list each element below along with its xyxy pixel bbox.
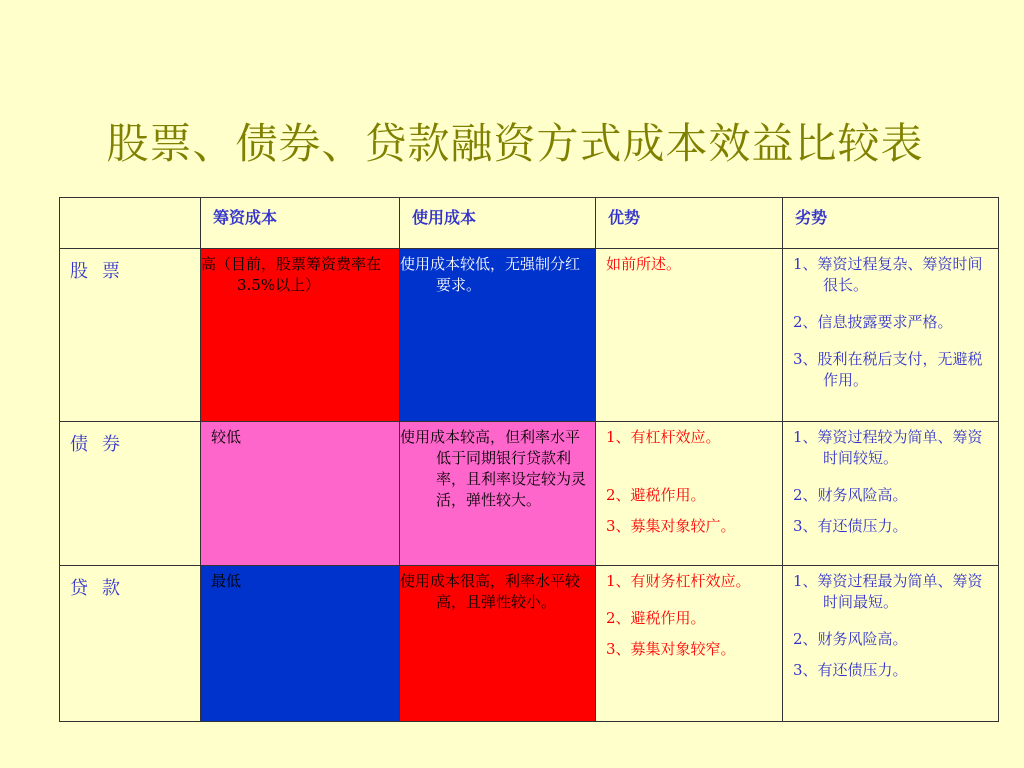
usage-cost-text: 使用成本很高，利率水平较高，且弹性较小。 [400,572,581,611]
disadvantage-item: 3、股利在税后支付，无避税作用。 [793,350,983,389]
financing-cost-text: 高（目前，股票筹资费率在3.5%以上） [201,255,382,294]
disadvantages-cell [783,566,999,722]
financing-cost-text: 较低 [211,428,242,446]
disadvantage-item: 1、筹资过程最为简单、筹资时间最短。 [793,572,983,611]
disadvantage-item: 3、有还债压力。 [793,661,908,679]
advantage-item: 2、避税作用。 [606,609,706,627]
disadvantage-item: 2、信息披露要求严格。 [793,313,953,331]
page-title: 股票、债券、贷款融资方式成本效益比较表 [106,119,924,168]
disadvantages-cell [783,422,999,566]
header-cell [201,198,400,249]
header-cell [783,198,999,249]
advantage-item: 1、有财务杠杆效应。 [606,572,751,590]
usage-cost-cell [400,249,596,422]
disadvantage-item: 3、有还债压力。 [793,517,908,535]
financing-cost-cell [201,422,400,566]
advantage-item: 3、募集对象较窄。 [606,640,736,658]
advantages-cell [596,422,783,566]
advantage-item: 如前所述。 [606,255,682,273]
header-usage-cost: 使用成本 [412,208,477,227]
row-name: 贷款 [70,578,134,599]
comparison-table [59,197,999,722]
financing-cost-cell [201,566,400,722]
usage-cost-text: 使用成本较低，无强制分红要求。 [400,255,581,294]
header-disadvantages: 劣势 [795,208,828,227]
disadvantage-item: 1、筹资过程复杂、筹资时间很长。 [793,255,983,294]
disadvantages-cell [783,249,999,422]
row-name: 债券 [70,434,134,455]
row-name-cell [60,249,201,422]
advantages-cell [596,249,783,422]
advantage-item: 1、有杠杆效应。 [606,428,721,446]
header-cell [596,198,783,249]
table-row-loan [60,566,999,722]
header-advantages: 优势 [608,208,641,227]
usage-cost-text: 使用成本较高，但利率水平低于同期银行贷款利率，且利率设定较为灵活，弹性较大。 [400,428,587,509]
disadvantage-item: 1、筹资过程较为简单、筹资时间较短。 [793,428,983,467]
row-name-cell [60,566,201,722]
advantage-item: 2、避税作用。 [606,486,706,504]
header-row [60,198,999,249]
advantages-cell [596,566,783,722]
table-row-bond [60,422,999,566]
usage-cost-cell [400,566,596,722]
table-row-stock [60,249,999,422]
header-empty-cell [60,198,201,249]
financing-cost-cell [201,249,400,422]
usage-cost-cell [400,422,596,566]
row-name-cell [60,422,201,566]
advantage-item: 3、募集对象较广。 [606,517,736,535]
row-name: 股票 [70,261,134,282]
header-cell [400,198,596,249]
financing-cost-text: 最低 [211,572,242,590]
disadvantage-item: 2、财务风险高。 [793,630,908,648]
header-financing-cost: 筹资成本 [213,208,278,227]
disadvantage-item: 2、财务风险高。 [793,486,908,504]
